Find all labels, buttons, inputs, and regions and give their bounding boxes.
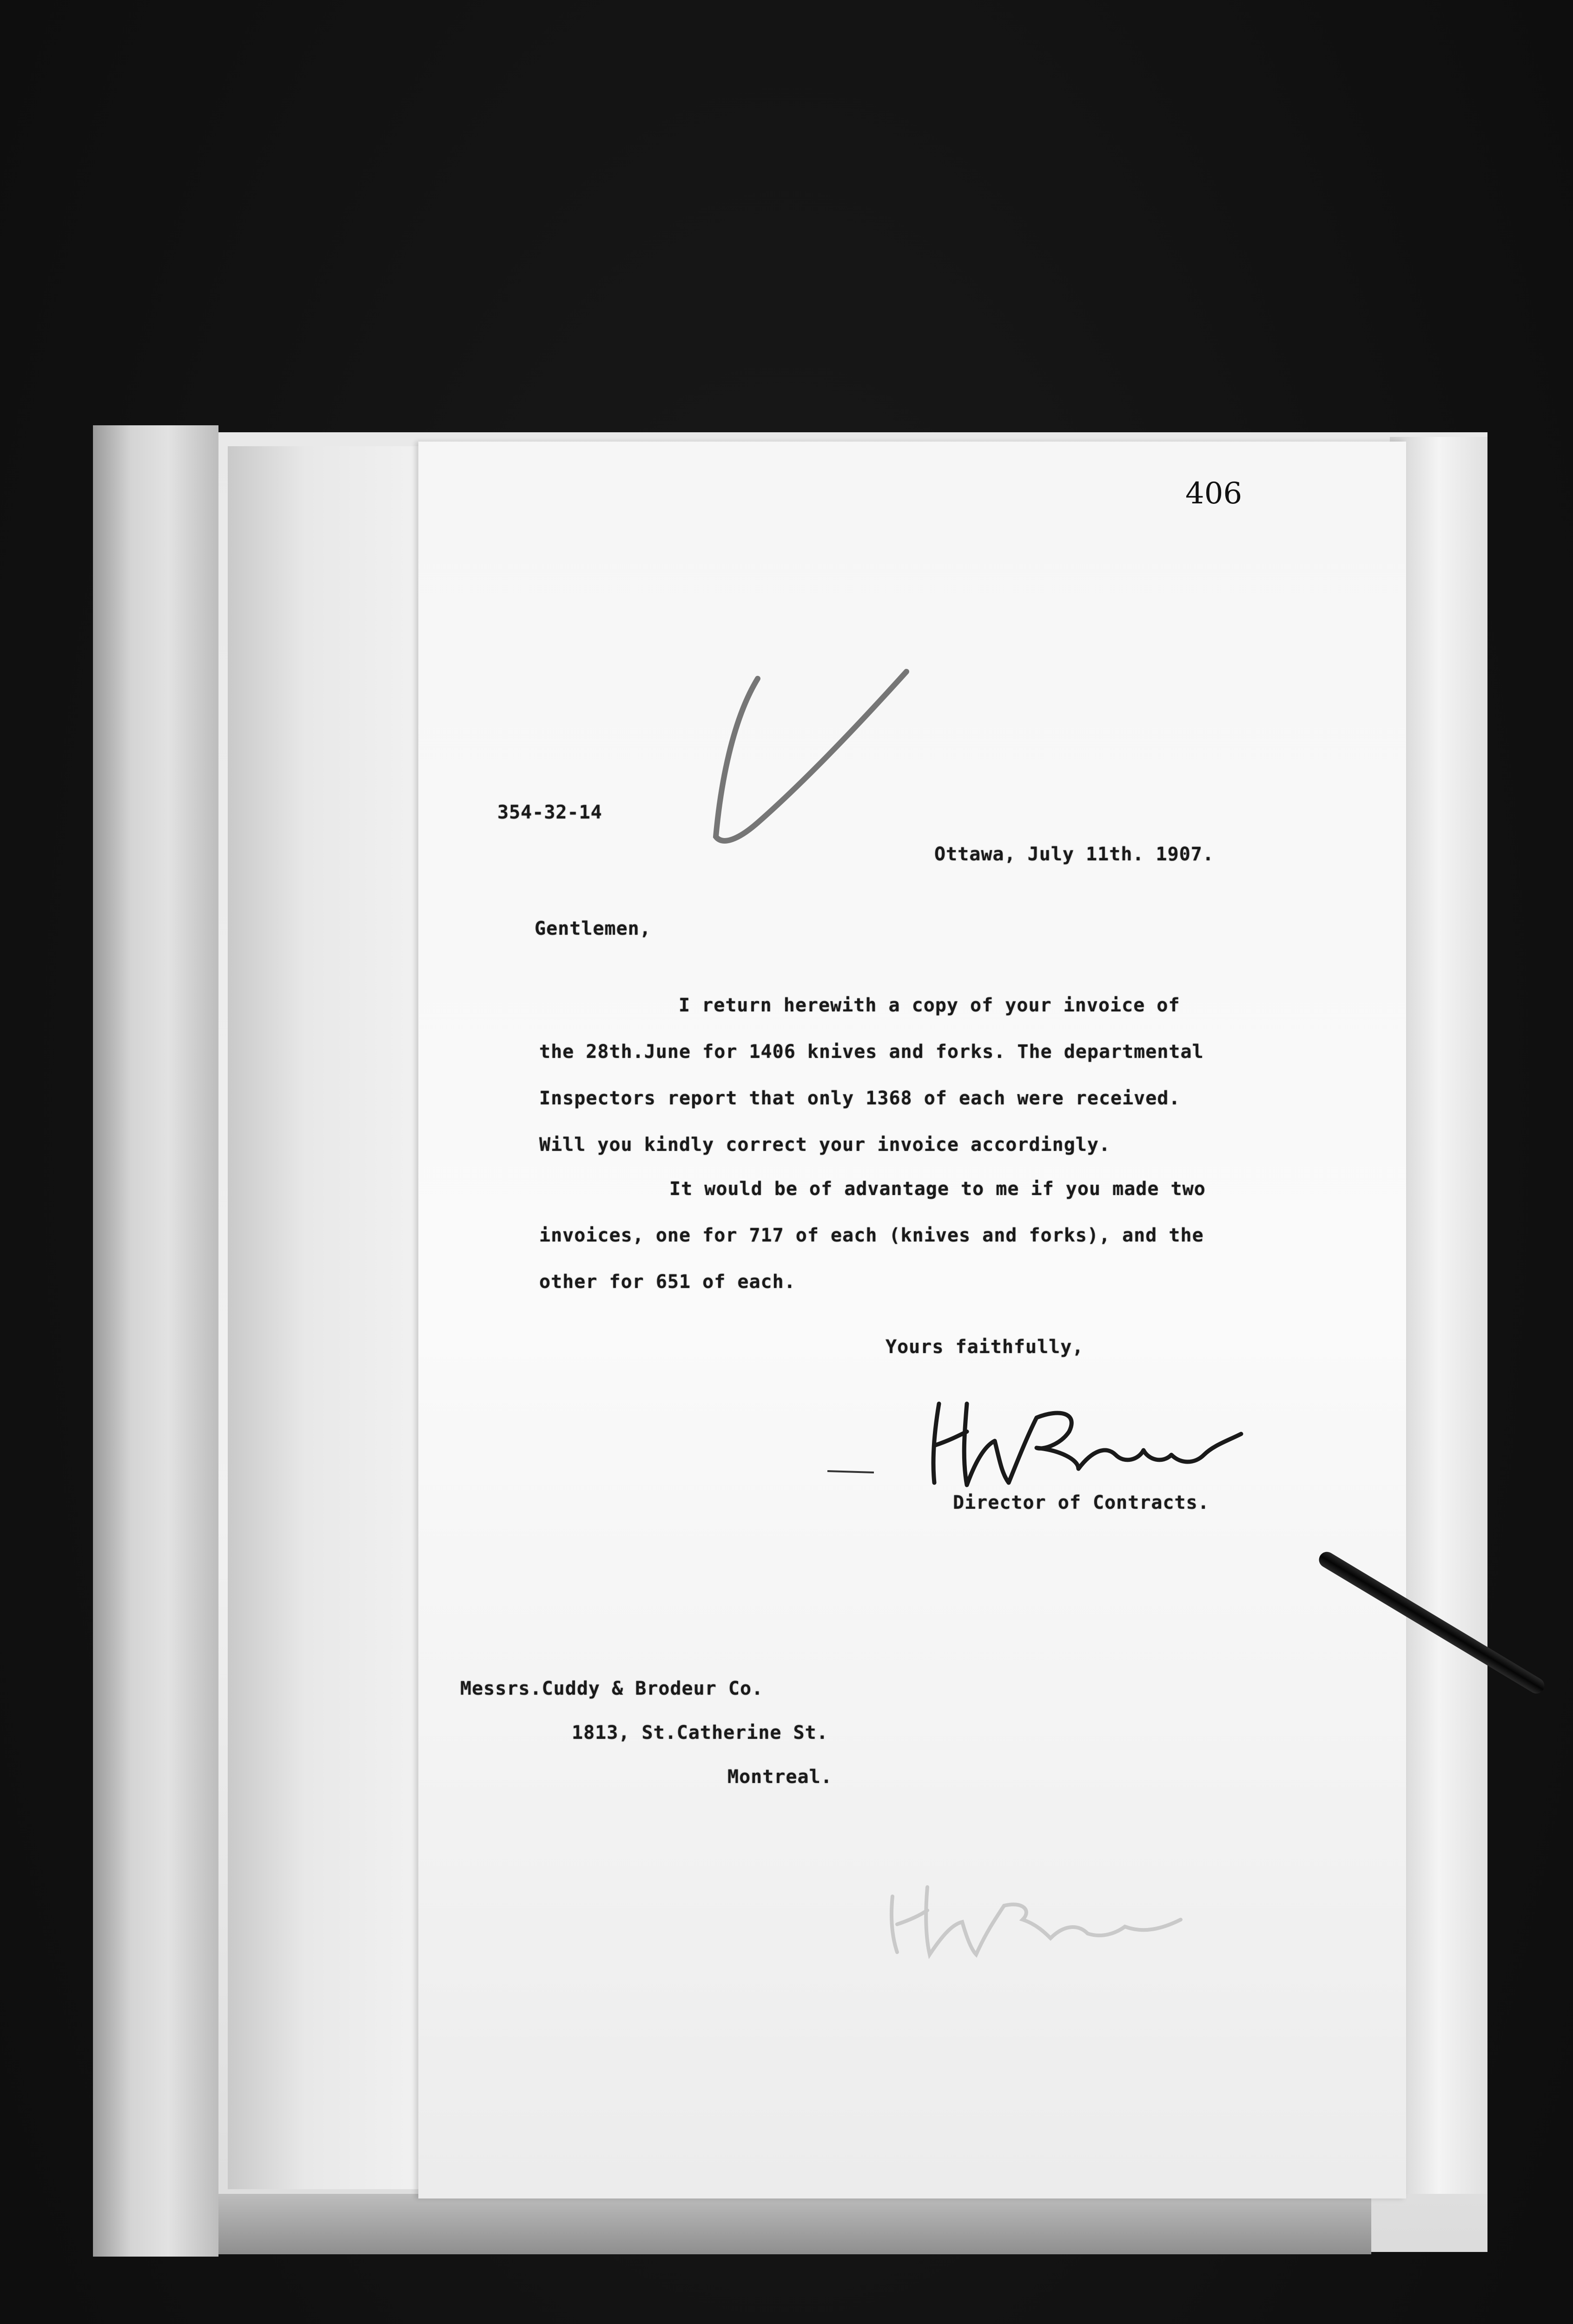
checkmark-icon — [688, 660, 948, 869]
body-line: invoices, one for 717 of each (knives and forks), and the — [539, 1225, 1204, 1246]
address-line: Montreal. — [727, 1766, 833, 1788]
body-line: It would be of advantage to me if you made two — [669, 1178, 1206, 1200]
underlying-page-edge-left — [93, 425, 218, 2257]
page-number: 406 — [1185, 476, 1243, 511]
body-line: Inspectors report that only 1368 of each were received. — [539, 1088, 1181, 1109]
salutation: Gentlemen, — [535, 918, 651, 939]
address-line: 1813, St.Catherine St. — [572, 1722, 828, 1743]
body-line: I return herewith a copy of your invoice of — [679, 995, 1180, 1016]
signature — [818, 1390, 1250, 1497]
body-line: the 28th.June for 1406 knives and forks. The departmental — [539, 1041, 1204, 1063]
page-shadow-left — [228, 446, 423, 2189]
file-number: 354-32-14 — [497, 802, 602, 823]
address-line: Messrs.Cuddy & Brodeur Co. — [460, 1678, 764, 1699]
body-line: other for 651 of each. — [539, 1271, 796, 1293]
letter-date: Ottawa, July 11th. 1907. — [934, 844, 1214, 865]
body-line: Will you kindly correct your invoice accordingly. — [539, 1134, 1111, 1155]
closing: Yours faithfully, — [886, 1336, 1084, 1358]
page-bottom-edge — [218, 2194, 1371, 2254]
signature-title: Director of Contracts. — [953, 1492, 1209, 1513]
faint-signature-bleedthrough — [883, 1868, 1218, 1961]
